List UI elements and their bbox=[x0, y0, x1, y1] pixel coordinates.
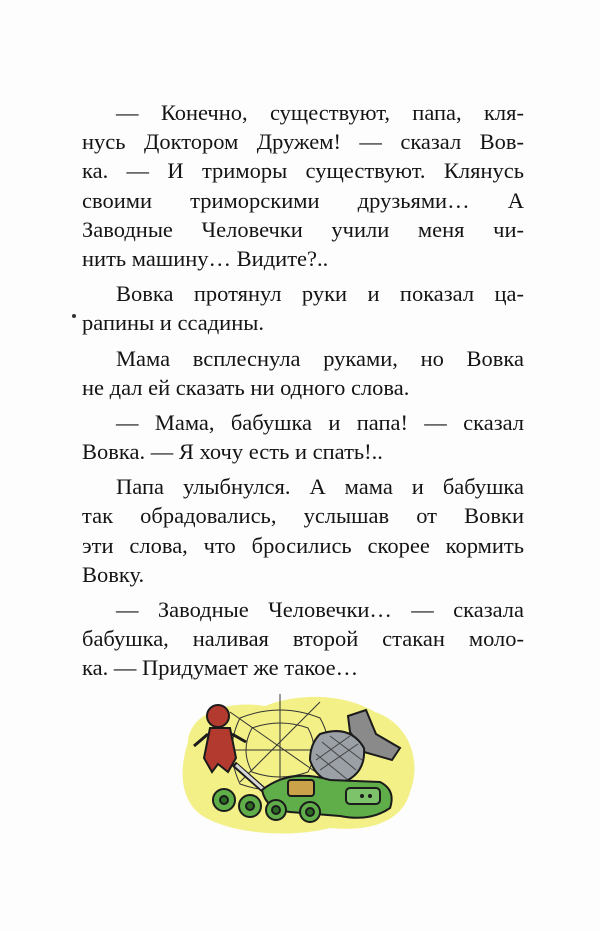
text-line: Вовка протянул руки и показал ца- bbox=[116, 281, 524, 307]
text-line: так обрадовались, услышав от Вовки bbox=[82, 503, 524, 529]
text-line: нить машину… Видите?.. bbox=[82, 245, 329, 271]
text-line: не дал ей сказать ни одного слова. bbox=[82, 374, 410, 400]
text-line: эти слова, что бросились скорее кормить bbox=[82, 532, 524, 558]
text-line: ка. — Придумает же такое… bbox=[82, 655, 359, 681]
text-line: рапины и ссадины. bbox=[82, 310, 264, 336]
text-line: — Заводные Человечки… — сказала bbox=[116, 597, 524, 622]
text-line: Папа улыбнулся. А мама и бабушка bbox=[116, 474, 524, 500]
text-line: Заводные Человечки учили меня чи- bbox=[82, 216, 524, 242]
body-text bbox=[82, 98, 524, 683]
text-line: Вовку. bbox=[82, 561, 145, 587]
text-line: Вовка. — Я хочу есть и спать!.. bbox=[82, 439, 383, 465]
toys-pile-illustration bbox=[170, 672, 430, 840]
text-line: — Конечно, существуют, папа, кля- bbox=[116, 100, 524, 125]
text-line: бабушка, наливая второй стакан моло- bbox=[82, 626, 524, 652]
text-line: нусь Доктором Дружем! — сказал Вов- bbox=[82, 129, 524, 155]
text-line: ка. — И триморы существуют. Клянусь bbox=[82, 158, 524, 184]
text-line: Мама всплеснула руками, но Вовка bbox=[116, 345, 524, 371]
text-line: своими триморскими друзьями… А bbox=[82, 187, 524, 213]
stray-dot bbox=[72, 314, 76, 318]
text-line: — Мама, бабушка и папа! — сказал bbox=[116, 409, 524, 435]
